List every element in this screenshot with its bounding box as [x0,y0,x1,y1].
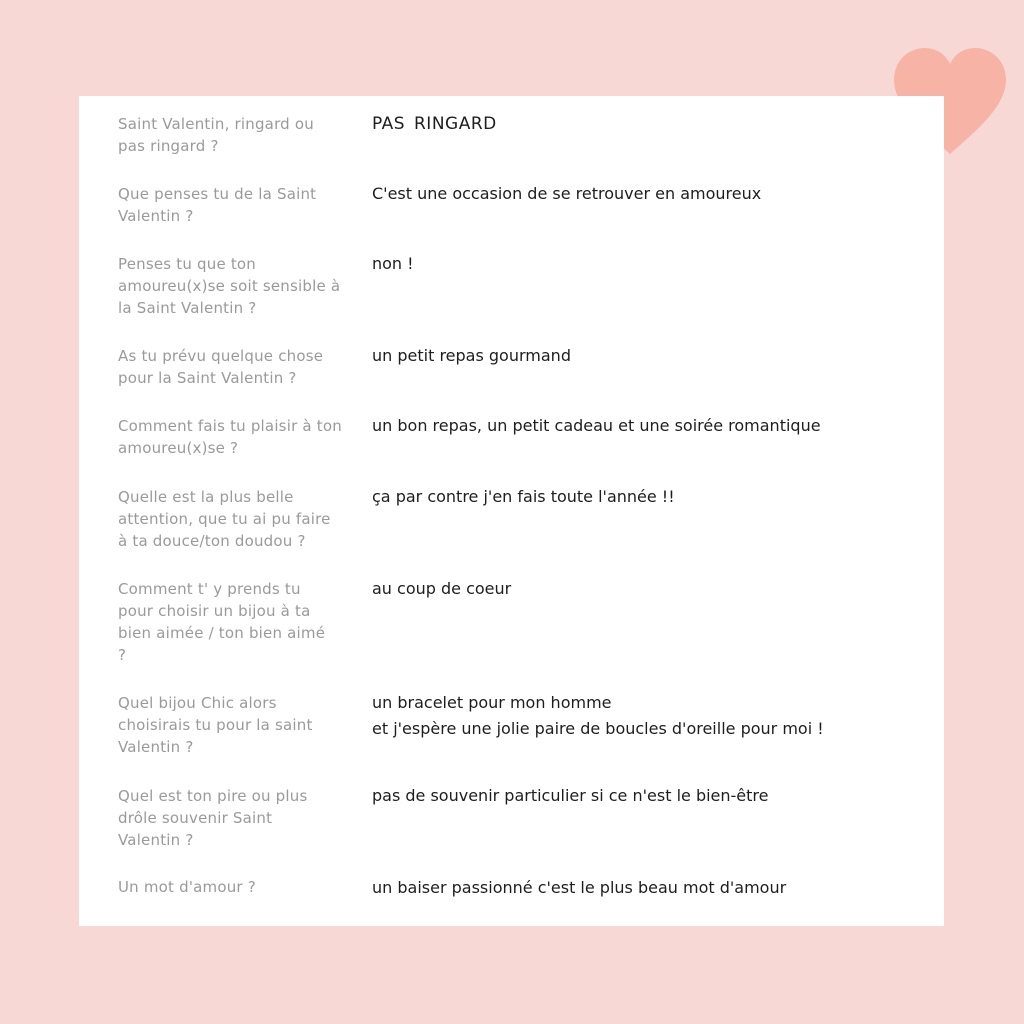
answer-text: C'est une occasion de se retrouver en amoureux [372,184,762,203]
questionnaire-card [79,96,944,926]
question-text: Saint Valentin, ringard ou pas ringard ? [118,115,314,155]
question-text: Comment fais tu plaisir à ton amoureu(x)se ? [118,417,342,457]
answer-text: un bon repas, un petit cadeau et une soirée romantique [372,416,821,435]
answer-text: un bracelet pour mon homme et j'espère une jolie paire de boucles d'oreille pour moi ! [372,693,824,738]
question-text: Comment t' y prends tu pour choisir un bijou à ta bien aimée / ton bien aimé ? [118,580,326,664]
answer-text: non ! [372,254,414,273]
answer-text: au coup de coeur [372,579,512,598]
answer-text: pas de souvenir particulier si ce n'est le bien-être [372,786,769,805]
question-text: Quel est ton pire ou plus drôle souvenir Saint Valentin ? [118,787,308,849]
question-text: Quel bijou Chic alors choisirais tu pour la saint Valentin ? [118,694,313,756]
answer-text: ça par contre j'en fais toute l'année !! [372,487,675,506]
answer-text: PAS RINGARD [372,114,497,134]
question-text: Un mot d'amour ? [118,878,256,896]
question-text: Penses tu que ton amoureu(x)se soit sensible à la Saint Valentin ? [118,255,341,317]
question-text: Quelle est la plus belle attention, que tu ai pu faire à ta douce/ton doudou ? [118,488,331,550]
question-text: As tu prévu quelque chose pour la Saint Valentin ? [118,347,324,387]
answer-text: un baiser passionné c'est le plus beau mot d'amour [372,878,787,897]
answer-text: un petit repas gourmand [372,346,571,365]
question-text: Que penses tu de la Saint Valentin ? [118,185,317,225]
